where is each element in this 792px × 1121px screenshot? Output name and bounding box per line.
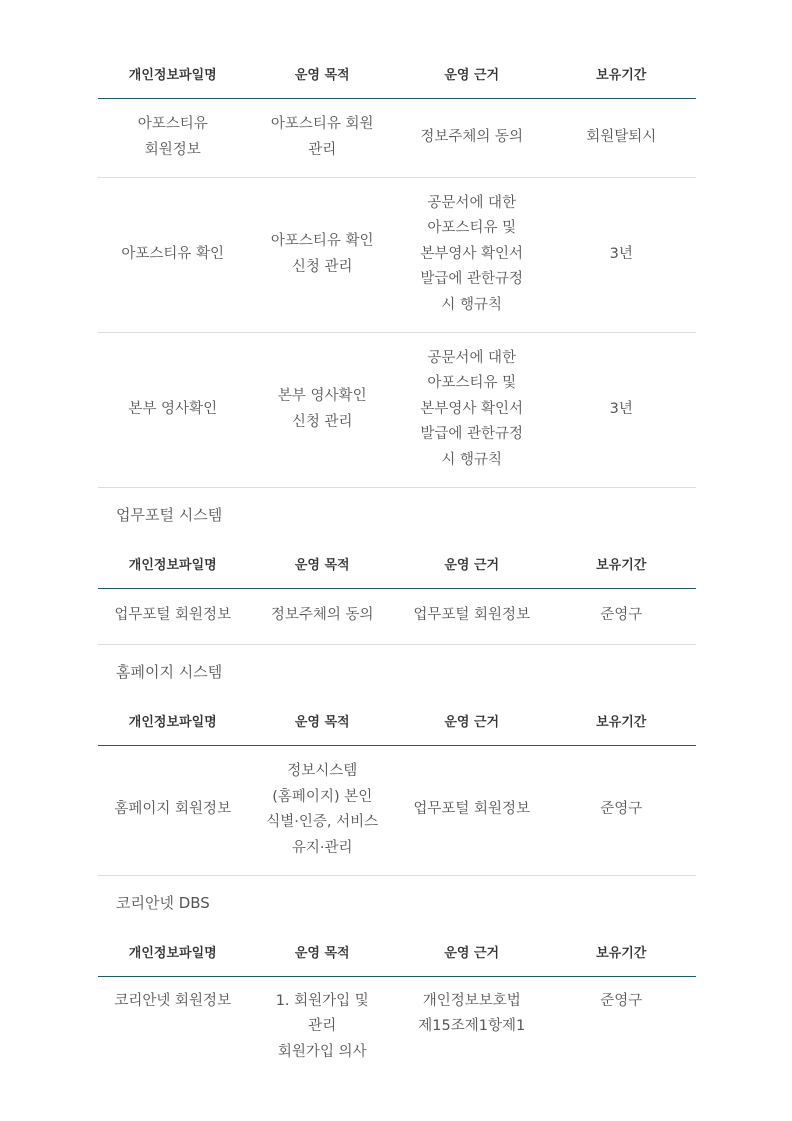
section-title-koreannet: 코리안넷 DBS (116, 894, 210, 912)
cell-basis: 정보주체의 동의 (397, 98, 547, 177)
cell-purpose: 아포스티유 회원 관리 (248, 98, 398, 177)
section-title-work-portal: 업무포털 시스템 (116, 506, 223, 524)
table-header-row (98, 540, 696, 588)
cell-basis: 업무포털 회원정보 (397, 588, 547, 644)
header-period: 보유기간 (547, 928, 697, 976)
table-row (98, 332, 696, 487)
table-row (98, 588, 696, 644)
header-purpose: 운영 목적 (248, 928, 398, 976)
cell-purpose: 1. 회원가입 및 관리 회원가입 의사 (275, 992, 369, 1060)
header-file-name: 개인정보파일명 (98, 540, 248, 588)
header-file-name: 개인정보파일명 (98, 697, 248, 745)
table-header-row (98, 928, 696, 976)
header-file-name: 개인정보파일명 (98, 928, 248, 976)
table-work-portal (98, 540, 696, 645)
header-file-name: 개인정보파일명 (98, 50, 248, 98)
cell-basis: 공문서에 대한 아포스티유 및 본부영사 확인서 발급에 관한규정 시 행규칙 (397, 177, 547, 332)
cell-period: 준영구 (547, 588, 697, 644)
cell-file-name: 업무포털 회원정보 (98, 588, 248, 644)
cell-file-name: 아포스티유 확인 (98, 177, 248, 332)
cell-period: 회원탈퇴시 (547, 98, 697, 177)
header-purpose: 운영 목적 (248, 50, 398, 98)
cell-basis: 업무포털 회원정보 (397, 745, 547, 875)
cell-file-name: 홈페이지 회원정보 (98, 745, 248, 875)
cell-file-name: 본부 영사확인 (98, 332, 248, 487)
header-purpose: 운영 목적 (248, 540, 398, 588)
cell-period: 준영구 (600, 992, 643, 1009)
cell-period: 3년 (547, 177, 697, 332)
header-period: 보유기간 (547, 540, 697, 588)
header-basis: 운영 근거 (397, 928, 547, 976)
table-header-row (98, 697, 696, 745)
cell-file-name: 아포스티유 회원정보 (98, 98, 248, 177)
cell-period: 준영구 (547, 745, 697, 875)
table-koreannet (98, 928, 696, 1076)
header-period: 보유기간 (547, 50, 697, 98)
header-basis: 운영 근거 (397, 540, 547, 588)
cell-file-name: 코리안넷 회원정보 (114, 992, 232, 1009)
cell-basis: 개인정보보호법 제15조제1항제1 (418, 992, 526, 1034)
table-homepage (98, 697, 696, 876)
cell-purpose: 본부 영사확인 신청 관리 (248, 332, 398, 487)
section-title-homepage: 홈페이지 시스템 (116, 663, 223, 681)
table-header-row (98, 50, 696, 98)
table-row (98, 98, 696, 177)
cell-purpose: 정보주체의 동의 (248, 588, 398, 644)
header-period: 보유기간 (547, 697, 697, 745)
table-apostille (98, 50, 696, 488)
cell-period: 3년 (547, 332, 697, 487)
table-row (98, 745, 696, 875)
header-basis: 운영 근거 (397, 697, 547, 745)
table-row (98, 177, 696, 332)
header-basis: 운영 근거 (397, 50, 547, 98)
header-purpose: 운영 목적 (248, 697, 398, 745)
table-row (98, 976, 696, 1076)
cell-basis: 공문서에 대한 아포스티유 및 본부영사 확인서 발급에 관한규정 시 행규칙 (397, 332, 547, 487)
cell-purpose: 아포스티유 확인 신청 관리 (248, 177, 398, 332)
cell-purpose: 정보시스템 (홈페이지) 본인 식별·인증, 서비스 유지·관리 (248, 745, 398, 875)
